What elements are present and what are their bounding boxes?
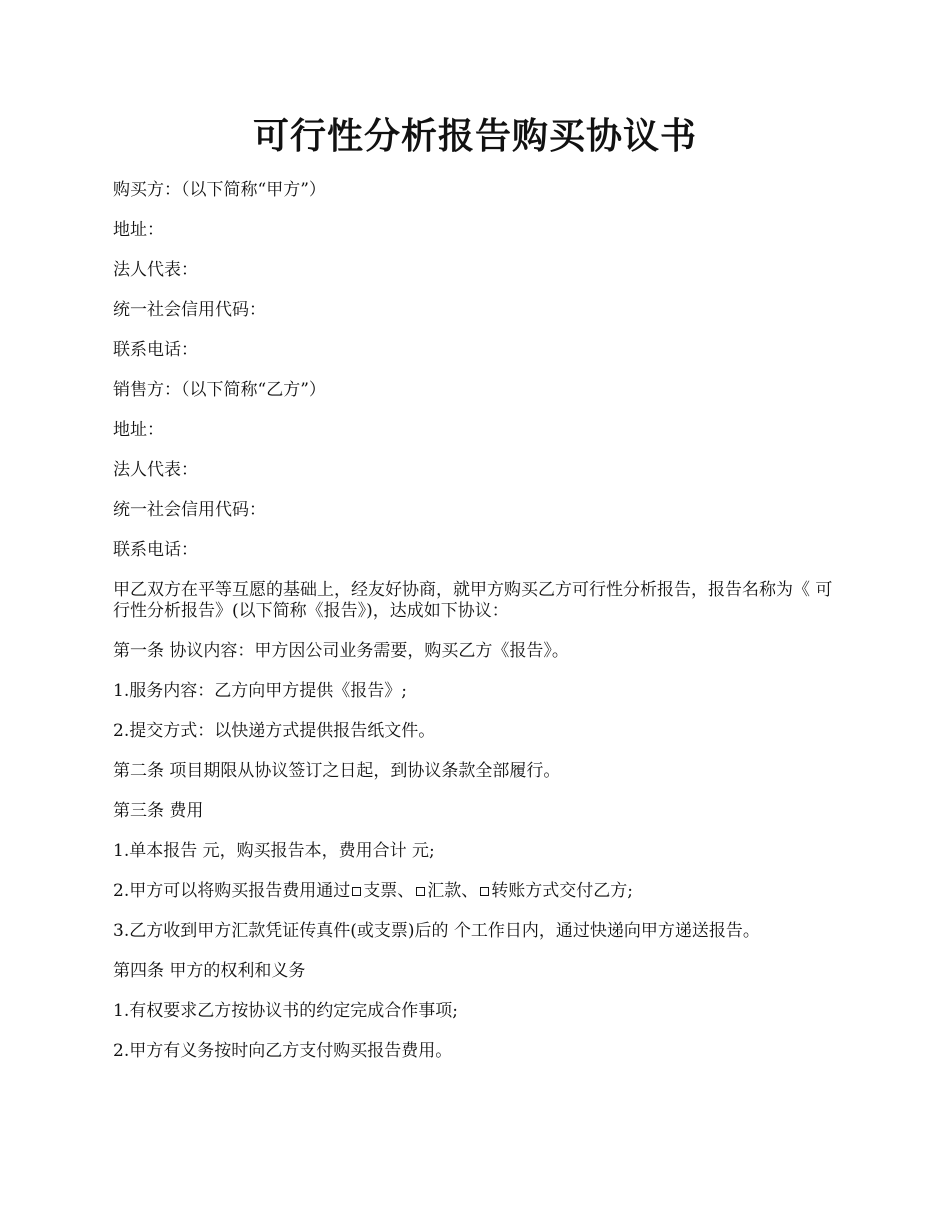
article-4-heading: 第四条 甲方的权利和义务 <box>113 961 306 981</box>
document-body <box>113 180 843 1081</box>
seller-phone: 联系电话： <box>113 540 198 560</box>
buyer-line: 购买方：（以下简称“甲方”） <box>113 180 326 200</box>
article-4-item-2: 2.甲方有义务按时向乙方支付购买报告费用。 <box>113 1041 453 1061</box>
checkbox-icon <box>416 887 425 896</box>
article-3-item-1: 1.单本报告 元，购买报告本，费用合计 元; <box>113 841 435 861</box>
seller-credit-code: 统一社会信用代码： <box>113 500 266 520</box>
article-3-item-2 <box>113 881 843 902</box>
article-4-item-1: 1.有权要求乙方按协议书的约定完成合作事项; <box>113 1001 458 1021</box>
article-3-heading: 第三条 费用 <box>113 801 204 821</box>
buyer-legal-rep: 法人代表： <box>113 260 198 280</box>
article-3-item-3: 3.乙方收到甲方汇款凭证传真件(或支票)后的 个工作日内，通过快递向甲方递送报告。 <box>113 921 760 941</box>
preamble-paragraph: 甲乙双方在平等互愿的基础上，经友好协商，就甲方购买乙方可行性分析报告，报告名称为《 可行性分析报告》(以下简称《报告》)，达成如下协议： <box>113 580 833 621</box>
payment-option-transfer: 转账方式交付乙方; <box>491 881 633 901</box>
article-1-item-1: 1.服务内容：乙方向甲方提供《报告》; <box>113 681 407 701</box>
payment-option-check: 支票、 <box>363 881 415 901</box>
buyer-credit-code: 统一社会信用代码： <box>113 300 266 320</box>
article-1-heading: 第一条 协议内容：甲方因公司业务需要，购买乙方《报告》。 <box>113 641 569 661</box>
article-1-item-2: 2.提交方式：以快递方式提供报告纸文件。 <box>113 721 436 741</box>
seller-legal-rep: 法人代表： <box>113 460 198 480</box>
article-2-heading: 第二条 项目期限从协议签订之日起，到协议条款全部履行。 <box>113 761 561 781</box>
article-3-item-2-prefix: 2.甲方可以将购买报告费用通过 <box>113 881 351 901</box>
document-title: 可行性分析报告购买协议书 <box>252 115 697 157</box>
seller-line: 销售方：（以下简称“乙方”） <box>113 380 326 400</box>
checkbox-icon <box>480 887 489 896</box>
buyer-phone: 联系电话： <box>113 340 198 360</box>
payment-option-remit: 汇款、 <box>427 881 479 901</box>
checkbox-icon <box>352 887 361 896</box>
buyer-address: 地址： <box>113 220 164 240</box>
seller-address: 地址： <box>113 420 164 440</box>
